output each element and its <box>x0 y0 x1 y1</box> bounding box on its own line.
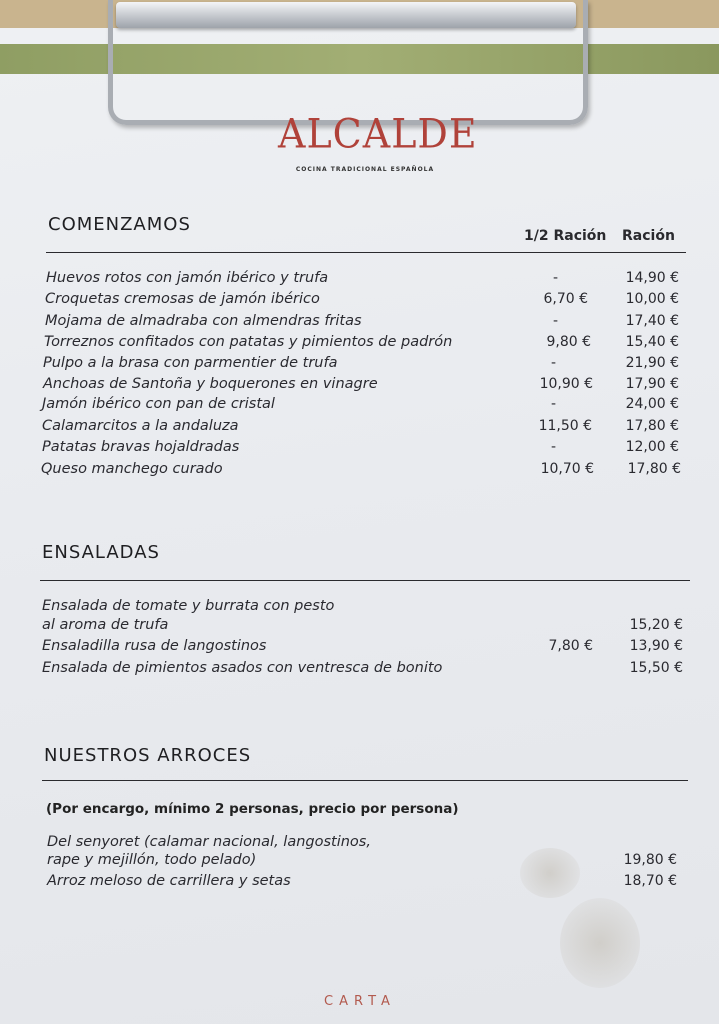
menu-footer: CARTA <box>324 994 396 1009</box>
restaurant-logo: ALCALDE <box>278 110 478 158</box>
menu-item-price: 21,90 € <box>625 355 679 371</box>
menu-item <box>0 396 719 416</box>
menu-item <box>0 834 719 854</box>
column-header-half: 1/2 Ración <box>524 228 607 244</box>
section-title-comenzamos: COMENZAMOS <box>48 214 191 235</box>
menu-item-name: Ensalada de pimientos asados con ventresca de bonito <box>42 660 443 676</box>
menu-item-name-continued: al aroma de trufa <box>42 617 169 633</box>
menu-item-name: Pulpo a la brasa con parmentier de trufa <box>43 355 338 371</box>
menu-item-continued <box>0 852 719 872</box>
menu-item-price: 17,40 € <box>625 313 679 329</box>
restaurant-tagline: COCINA TRADICIONAL ESPAÑOLA <box>295 166 435 173</box>
menu-item-price: 19,80 € <box>623 852 677 868</box>
menu-item-price: 10,00 € <box>625 291 679 307</box>
menu-item-half-price: - <box>550 396 556 412</box>
menu-item-name: Huevos rotos con jamón ibérico y trufa <box>46 270 329 286</box>
menu-item-price: 17,90 € <box>625 376 679 392</box>
divider <box>40 580 690 581</box>
menu-item-price: 15,20 € <box>629 617 683 633</box>
menu-item-continued <box>0 617 719 637</box>
menu-item-name: Queso manchego curado <box>41 461 223 477</box>
section-title-ensaladas: ENSALADAS <box>42 542 160 563</box>
divider <box>46 252 686 253</box>
menu-item-half-price: 9,80 € <box>546 334 591 350</box>
menu-item <box>0 638 719 658</box>
menu-item-name-continued: rape y mejillón, todo pelado) <box>47 852 257 868</box>
menu-item <box>0 334 719 354</box>
menu-item <box>0 418 719 438</box>
menu-item <box>0 873 719 893</box>
menu-item-price: 14,90 € <box>625 270 679 286</box>
menu-item-name: Arroz meloso de carrillera y setas <box>47 873 291 889</box>
menu-item-name: Torreznos confitados con patatas y pimientos de padrón <box>44 334 453 350</box>
divider <box>42 780 688 781</box>
stain <box>560 898 640 988</box>
menu-item <box>0 461 719 481</box>
menu-item-half-price: - <box>552 313 558 329</box>
menu-item <box>0 291 719 311</box>
menu-item-half-price: - <box>552 270 558 286</box>
menu-item-name: Patatas bravas hojaldradas <box>42 439 240 455</box>
menu-item-name: Croquetas cremosas de jamón ibérico <box>45 291 320 307</box>
menu-item-half-price: - <box>550 355 556 371</box>
menu-item-price: 17,80 € <box>627 461 681 477</box>
menu-item <box>0 660 719 680</box>
menu-item-half-price: - <box>550 439 556 455</box>
menu-item-price: 18,70 € <box>623 873 677 889</box>
menu-item-name: Calamarcitos a la andaluza <box>42 418 239 434</box>
clipboard-clip <box>108 0 588 125</box>
menu-item-name: Ensalada de tomate y burrata con pesto <box>42 598 335 614</box>
menu-item-half-price: 7,80 € <box>548 638 593 654</box>
menu-item <box>0 598 719 618</box>
column-header-full: Ración <box>622 228 675 244</box>
menu-item-name: Jamón ibérico con pan de cristal <box>42 396 275 412</box>
menu-item-name: Anchoas de Santoña y boquerones en vinagre <box>43 376 378 392</box>
section-title-arroces: NUESTROS ARROCES <box>44 745 252 766</box>
menu-item-half-price: 6,70 € <box>543 291 588 307</box>
menu-item-price: 24,00 € <box>625 396 679 412</box>
menu-item-name: Ensaladilla rusa de langostinos <box>42 638 267 654</box>
menu-item <box>0 270 719 290</box>
menu-item-half-price: 10,70 € <box>540 461 594 477</box>
menu-item <box>0 355 719 375</box>
menu-item-price: 15,40 € <box>625 334 679 350</box>
menu-item-price: 17,80 € <box>625 418 679 434</box>
menu-item <box>0 313 719 333</box>
menu-item-half-price: 11,50 € <box>538 418 592 434</box>
menu-item-price: 12,00 € <box>625 439 679 455</box>
arroces-note: (Por encargo, mínimo 2 personas, precio por persona) <box>46 801 459 817</box>
menu-item-price: 13,90 € <box>629 638 683 654</box>
menu-item-name: Mojama de almadraba con almendras fritas <box>45 313 362 329</box>
menu-item-half-price: 10,90 € <box>539 376 593 392</box>
menu-item <box>0 439 719 459</box>
menu-item <box>0 376 719 396</box>
menu-item-price: 15,50 € <box>629 660 683 676</box>
menu-item-name: Del senyoret (calamar nacional, langostinos, <box>47 834 371 850</box>
